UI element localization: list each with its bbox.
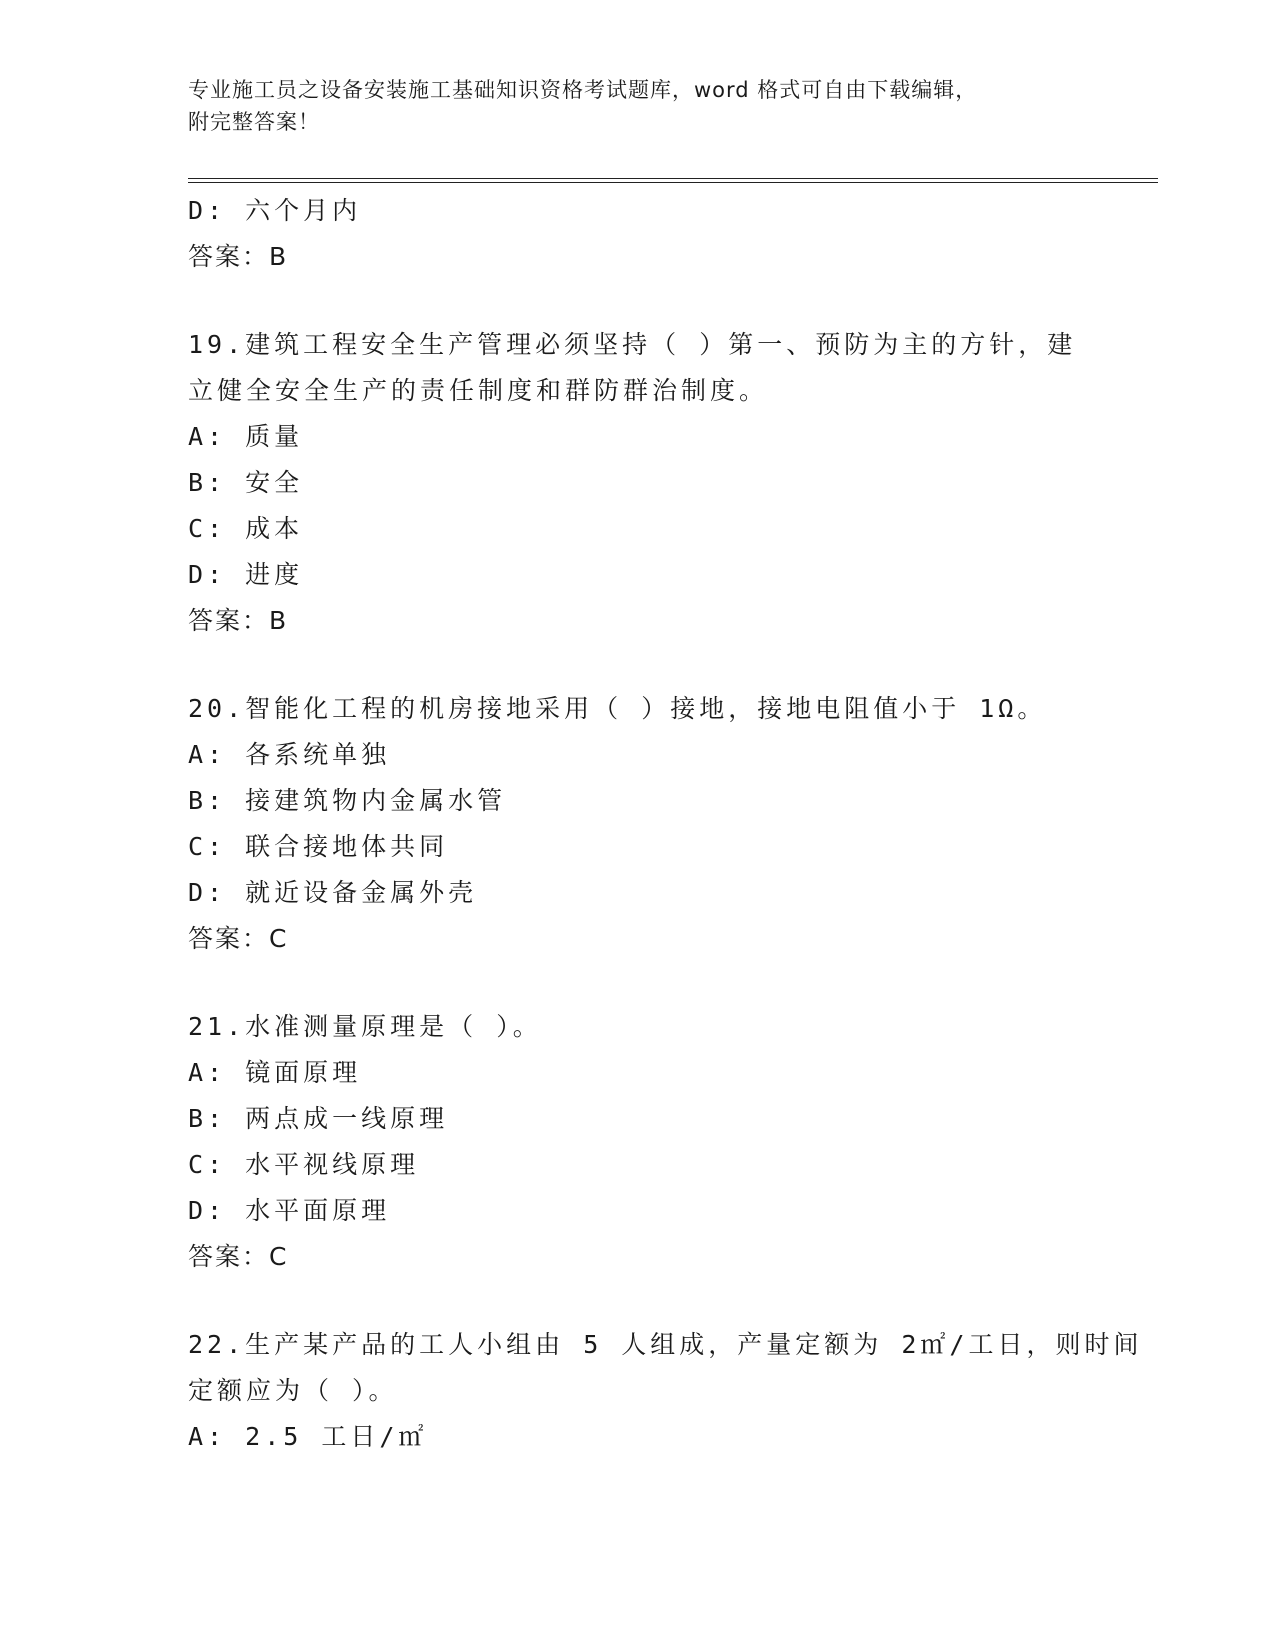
question-stem: 22.生产某产品的工人小组由 5 人组成，产量定额为 2㎡/工日，则时间 bbox=[188, 1330, 1143, 1359]
option-d: D: 六个月内 bbox=[188, 196, 362, 225]
question-gap bbox=[188, 1280, 1158, 1322]
option-a: A: 质量 bbox=[188, 422, 304, 451]
answer-line: 答案：C bbox=[188, 1242, 289, 1271]
option-a: A: 2.5 工日/㎡ bbox=[188, 1422, 428, 1451]
option-c: C: 成本 bbox=[188, 514, 304, 543]
option-a: A: 镜面原理 bbox=[188, 1058, 362, 1087]
header-line-2: 附完整答案！ bbox=[188, 110, 320, 134]
option-b: B: 接建筑物内金属水管 bbox=[188, 786, 507, 815]
option-d: D: 水平面原理 bbox=[188, 1196, 391, 1225]
option-d: D: 就近设备金属外壳 bbox=[188, 878, 478, 907]
question-list bbox=[188, 188, 1158, 1460]
question-gap bbox=[188, 280, 1158, 322]
question-21 bbox=[188, 1004, 1158, 1280]
option-a: A: 各系统单独 bbox=[188, 740, 391, 769]
question-stem: 20.智能化工程的机房接地采用（ ）接地，接地电阻值小于 1Ω。 bbox=[188, 694, 1047, 723]
option-b: B: 安全 bbox=[188, 468, 304, 497]
answer-line: 答案：B bbox=[188, 242, 289, 271]
option-c: C: 水平视线原理 bbox=[188, 1150, 420, 1179]
question-gap bbox=[188, 962, 1158, 1004]
option-b: B: 两点成一线原理 bbox=[188, 1104, 449, 1133]
document-header bbox=[188, 74, 1088, 138]
question-20 bbox=[188, 686, 1158, 962]
option-c: C: 联合接地体共同 bbox=[188, 832, 449, 861]
question-stem-cont: 立健全安全生产的责任制度和群防群治制度。 bbox=[188, 376, 769, 405]
question-stem: 19.建筑工程安全生产管理必须坚持（ ）第一、预防为主的方针，建 bbox=[188, 330, 1077, 359]
option-d: D: 进度 bbox=[188, 560, 304, 589]
header-line-1: 专业施工员之设备安装施工基础知识资格考试题库，word 格式可自由下载编辑， bbox=[188, 78, 978, 102]
question-19 bbox=[188, 322, 1158, 644]
question-stem-cont: 定额应为（ ）。 bbox=[188, 1376, 398, 1405]
answer-line: 答案：C bbox=[188, 924, 289, 953]
question-gap bbox=[188, 644, 1158, 686]
question-22 bbox=[188, 1322, 1158, 1460]
answer-line: 答案：B bbox=[188, 606, 289, 635]
header-divider bbox=[188, 178, 1158, 183]
question-stem: 21.水准测量原理是（ ）。 bbox=[188, 1012, 542, 1041]
